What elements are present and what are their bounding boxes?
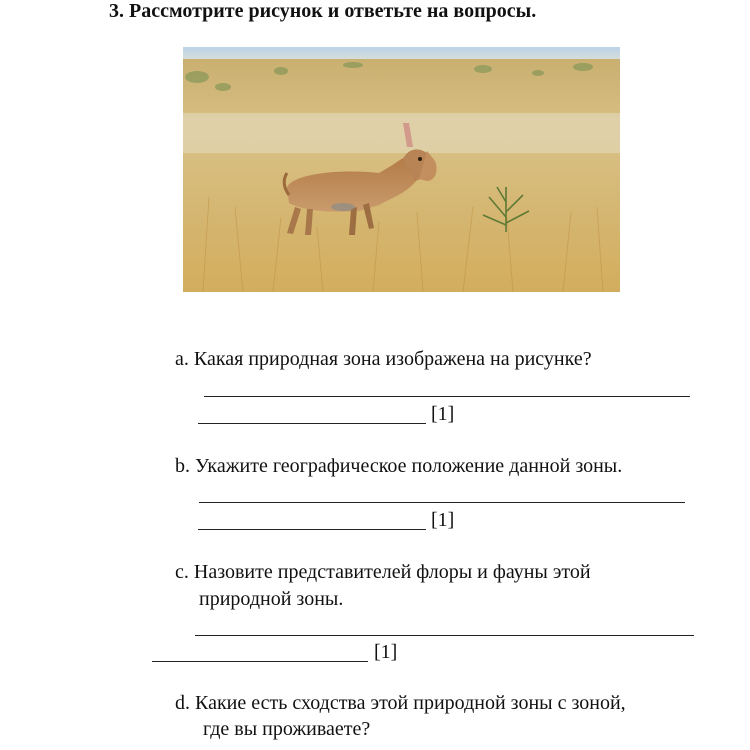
question-b: b. Укажите географическое положение данной зоны.	[175, 455, 623, 477]
question-d-line1: d. Какие есть сходства этой природной зоны с зоной,	[175, 692, 626, 714]
question-c-line2: природной зоны.	[199, 588, 344, 610]
task-title: 3. Рассмотрите рисунок и ответьте на вопросы.	[109, 0, 537, 22]
answer-line-a1[interactable]	[204, 396, 690, 397]
question-c-line1: c. Назовите представителей флоры и фауны этой	[175, 561, 591, 583]
question-d-line2: где вы проживаете?	[203, 718, 371, 740]
mark-a: [1]	[431, 403, 455, 425]
steppe-saiga-photo	[183, 47, 620, 292]
answer-line-a2[interactable]	[198, 423, 426, 424]
question-a: a. Какая природная зона изображена на рисунке?	[175, 348, 592, 370]
mark-c: [1]	[374, 641, 398, 663]
answer-line-b1[interactable]	[199, 502, 685, 503]
mark-b: [1]	[431, 509, 455, 531]
answer-line-b2[interactable]	[198, 529, 426, 530]
answer-line-c1[interactable]	[195, 635, 694, 636]
answer-line-c2[interactable]	[152, 661, 368, 662]
